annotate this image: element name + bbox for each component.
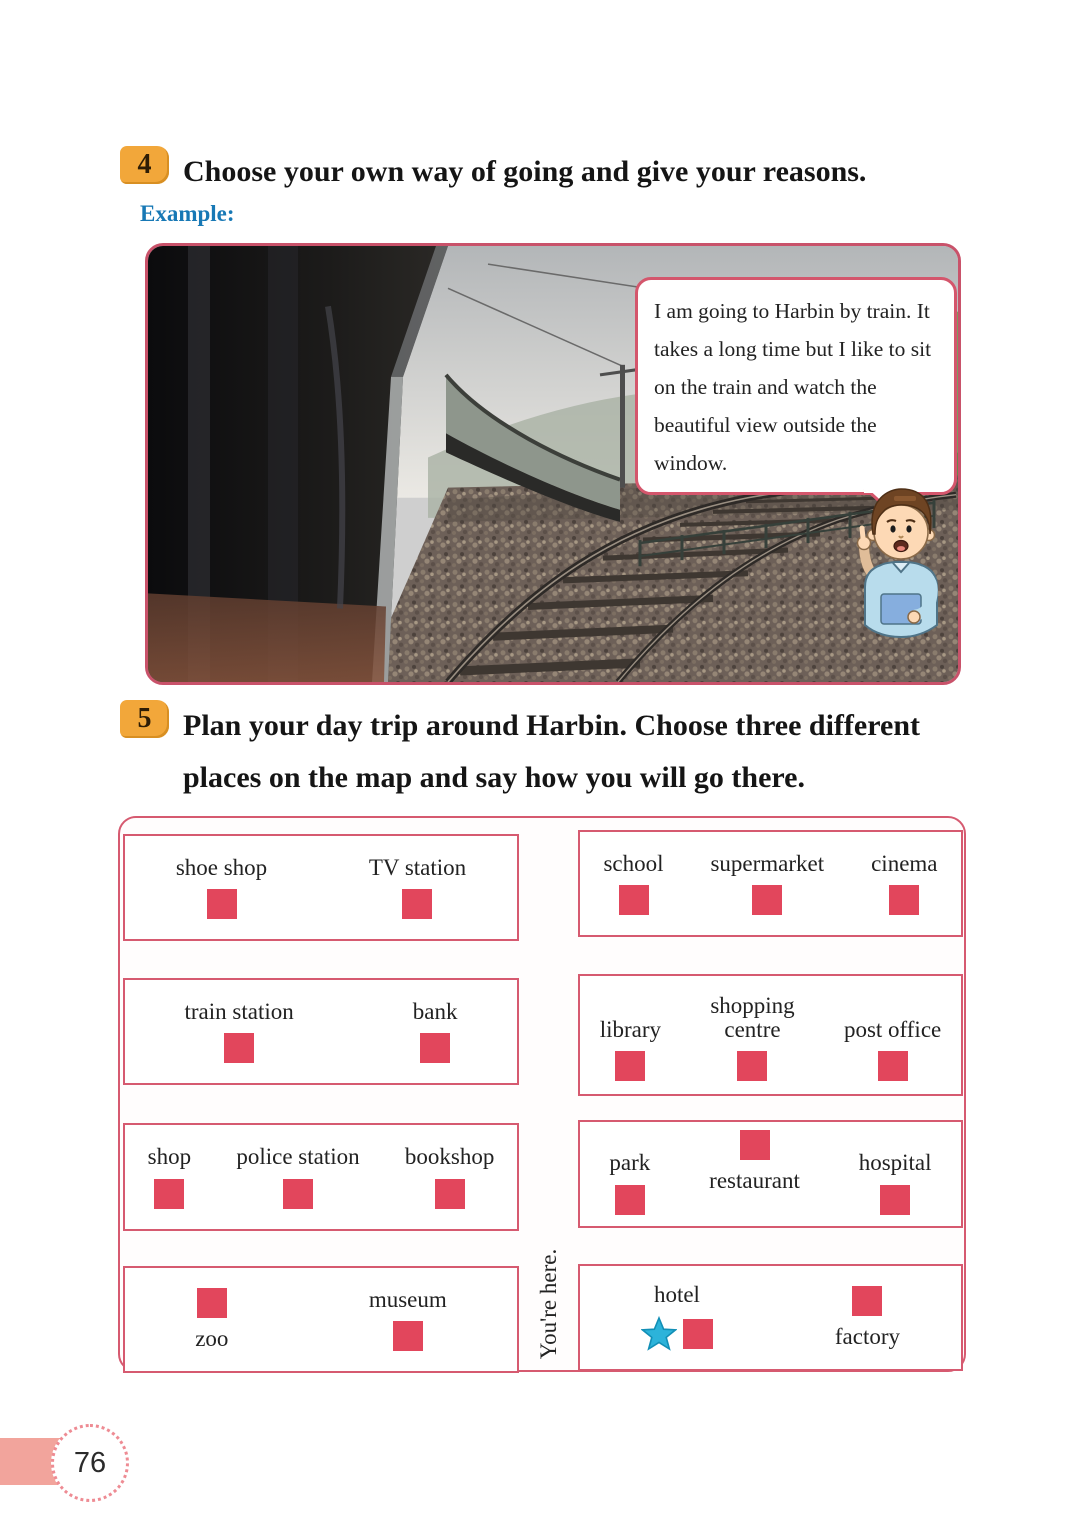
place-marker [737, 1051, 767, 1081]
place-label: factory [834, 1323, 901, 1349]
section-4-header [120, 146, 980, 198]
place-marker [615, 1051, 645, 1081]
section-4-title: Choose your own way of going and give your reasons. [183, 155, 867, 188]
you-are-here-label: You're here. [536, 1248, 561, 1360]
place-label: shopping centre [710, 992, 795, 1042]
place-marker [393, 1321, 423, 1351]
place-label: TV station [368, 854, 467, 880]
place-marker [878, 1051, 908, 1081]
section-5-title: Plan your day trip around Harbin. Choose three different places on the map and say how you will go there. [183, 709, 920, 794]
map-place-restaurant [709, 1130, 800, 1193]
map-place-bank [413, 1000, 458, 1063]
place-label: school [603, 850, 664, 876]
map-place-school [603, 852, 663, 915]
map-place-post-office [844, 1018, 941, 1081]
boy-cartoon [850, 482, 952, 680]
place-marker [402, 889, 432, 919]
place-marker [435, 1179, 465, 1209]
map-place-train-station [185, 1000, 294, 1063]
place-marker [889, 885, 919, 915]
map-block-row3-right [578, 1120, 963, 1228]
boy-finger [862, 528, 863, 538]
place-marker [197, 1288, 227, 1318]
boy-eye [890, 525, 895, 532]
map-block-row1-right [578, 830, 963, 937]
map-place-shopping-centre [700, 994, 804, 1081]
place-label: bookshop [404, 1144, 495, 1170]
map-place-cinema [871, 852, 937, 915]
page-number-badge [51, 1424, 129, 1502]
example-label: Example: [140, 201, 235, 226]
place-marker [420, 1033, 450, 1063]
place-label: supermarket [710, 850, 825, 876]
place-marker [154, 1179, 184, 1209]
boy-eye [906, 525, 911, 532]
place-label: police station [236, 1144, 360, 1170]
place-marker [740, 1130, 770, 1160]
map-place-shop [148, 1145, 191, 1208]
place-marker [283, 1179, 313, 1209]
place-marker [852, 1286, 882, 1316]
you-are-here-star-icon [641, 1316, 677, 1352]
map-block-row4-left [123, 1266, 519, 1373]
map-block-row1-left [123, 834, 519, 941]
train-photo [145, 243, 961, 685]
place-label: zoo [195, 1325, 229, 1351]
map-place-factory [835, 1286, 900, 1349]
place-marker [224, 1033, 254, 1063]
map-place-supermarket [710, 852, 824, 915]
place-label: park [609, 1150, 651, 1176]
map-block-row2-right [578, 974, 963, 1096]
place-marker [752, 885, 782, 915]
place-label: museum [368, 1286, 447, 1312]
place-label: restaurant [709, 1168, 800, 1194]
place-marker [207, 889, 237, 919]
map-block-row3-left [123, 1123, 519, 1231]
map-place-police-station [236, 1145, 359, 1208]
map-block-row4-right [578, 1264, 963, 1371]
boy-tongue [897, 546, 905, 551]
place-marker [619, 885, 649, 915]
place-label: train station [184, 998, 294, 1024]
place-label: post office [843, 1016, 942, 1042]
map-place-library [600, 1018, 661, 1081]
section-5-badge: 5 [120, 700, 169, 738]
place-label: cinema [871, 850, 938, 876]
boy-hand [908, 611, 920, 623]
map-place-shoe-shop [176, 856, 267, 919]
place-label: hotel [653, 1281, 700, 1307]
section-4-badge: 4 [120, 146, 169, 184]
map-block-row2-left [123, 978, 519, 1085]
map-place-zoo [195, 1288, 228, 1351]
section-5-header [120, 700, 1000, 803]
place-label: hospital [858, 1150, 932, 1176]
speech-bubble [635, 277, 957, 495]
place-label: bank [412, 998, 458, 1024]
map-place-hospital [859, 1151, 932, 1214]
train-rust-band [148, 593, 386, 682]
speech-bubble-text: I am going to Harbin by train. It takes a long time but I like to sit on the train and watch the beautiful view outside the window. [654, 299, 932, 475]
place-marker [683, 1319, 713, 1349]
map-place-hotel [641, 1283, 713, 1352]
place-marker [880, 1185, 910, 1215]
map-place-museum [369, 1288, 447, 1351]
place-label: shop [147, 1144, 192, 1170]
place-label: shoe shop [175, 854, 268, 880]
place-label: library [599, 1016, 662, 1042]
place-marker [615, 1185, 645, 1215]
map-place-bookshop [405, 1145, 494, 1208]
page-number: 76 [73, 1446, 107, 1479]
map-place-tv-station [369, 856, 466, 919]
boy-hair-highlight [894, 496, 916, 501]
map-place-park [609, 1151, 650, 1214]
